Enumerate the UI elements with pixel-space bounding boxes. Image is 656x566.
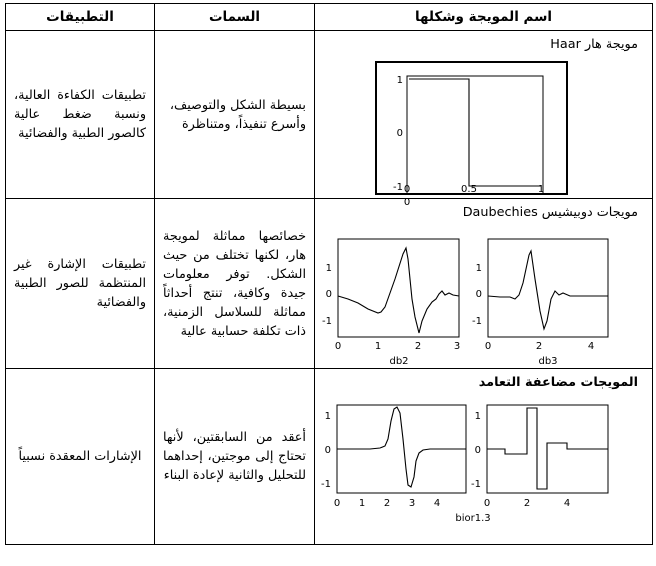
features-text: بسيطة الشكل والتوصيف، وأسرع تنفيذاً، ومتناظرة bbox=[169, 97, 306, 132]
x-tick-label: 3 bbox=[408, 498, 416, 509]
x-tick-label: 0 bbox=[484, 341, 492, 352]
features-cell bbox=[155, 199, 315, 369]
header-row bbox=[6, 4, 653, 31]
db3-label: db3 bbox=[538, 356, 558, 367]
wavelet-title-text: المويجات مضاعفة التعامد bbox=[478, 375, 638, 390]
db2-plot bbox=[322, 239, 460, 367]
plot-axes bbox=[338, 239, 459, 337]
y-tick-label: 0 bbox=[474, 445, 481, 456]
features-cell bbox=[155, 369, 315, 545]
x-tick-label: 3 bbox=[453, 341, 461, 352]
wavelet-name-cell bbox=[315, 369, 653, 545]
x-tick-label: 1 bbox=[537, 184, 545, 195]
table-row bbox=[6, 31, 653, 199]
y-tick-label: 0 bbox=[325, 289, 332, 300]
wavelet-title: مويجة هار Haar bbox=[550, 37, 638, 52]
applications-cell bbox=[6, 31, 155, 199]
y-tick-label: -1 bbox=[471, 479, 481, 490]
x-tick-label: 2 bbox=[535, 341, 543, 352]
x-tick-label: 4 bbox=[587, 341, 595, 352]
y-tick-label: 0 bbox=[324, 445, 331, 456]
x-tick-label: 2 bbox=[523, 498, 531, 509]
x-tick-label: 0 bbox=[334, 341, 342, 352]
bior-analysis-line bbox=[337, 407, 466, 487]
y-tick-label: 1 bbox=[396, 75, 403, 86]
wavelet-name-cell bbox=[315, 199, 653, 369]
y-tick-label: -1 bbox=[321, 479, 331, 490]
haar-figure-frame bbox=[376, 62, 567, 194]
header-applications: التطبيقات bbox=[6, 4, 155, 31]
features-cell bbox=[155, 31, 315, 199]
y-tick-label: -1 bbox=[472, 316, 482, 327]
x-tick-label: 2 bbox=[383, 498, 391, 509]
x-tick-label: 1 bbox=[358, 498, 366, 509]
x-tick-label: 4 bbox=[433, 498, 441, 509]
x-tick-label: 1 bbox=[374, 341, 382, 352]
wavelet-comparison-table bbox=[5, 3, 653, 545]
applications-text: تطبيقات الإشارة غير المنتظمة للصور الطبية والفضائية bbox=[14, 257, 146, 310]
y-tick-label: 1 bbox=[475, 263, 482, 274]
wavelet-title: مويجات دوبيشيس Daubechies bbox=[462, 205, 638, 220]
header-features: السمات bbox=[155, 4, 315, 31]
table-row bbox=[6, 199, 653, 369]
wavelet-name-cell bbox=[315, 31, 653, 208]
bior-analysis-plot bbox=[321, 405, 466, 509]
biorthogonal-figure bbox=[315, 369, 645, 544]
x-tick-label: 2 bbox=[414, 341, 422, 352]
y-tick-label: -1 bbox=[393, 182, 403, 193]
x-tick-label: 0 bbox=[403, 184, 411, 195]
haar-figure bbox=[315, 31, 645, 208]
db3-wavelet-line bbox=[488, 251, 608, 329]
x-tick-label: 0 bbox=[483, 498, 491, 509]
x-tick-label: 0 bbox=[333, 498, 341, 509]
table-row bbox=[6, 369, 653, 545]
daubechies-figure bbox=[315, 199, 645, 369]
y-tick-label: 0 bbox=[475, 289, 482, 300]
bior-reconstruction-line bbox=[487, 408, 608, 489]
y-tick-label: -1 bbox=[322, 316, 332, 327]
applications-cell bbox=[6, 369, 155, 545]
applications-text: تطبيقات الكفاءة العالية، ونسبة ضغط عالية كالصور الطبية والفضائية bbox=[14, 88, 146, 141]
x-tick-label: 4 bbox=[563, 498, 571, 509]
db3-plot bbox=[472, 239, 608, 367]
x-tick-label: 0.5 bbox=[461, 184, 477, 195]
applications-cell bbox=[6, 199, 155, 369]
haar-wavelet-line bbox=[409, 79, 541, 186]
y-tick-label: 1 bbox=[474, 411, 481, 422]
plot-axes bbox=[488, 239, 608, 337]
plot-axes bbox=[407, 76, 543, 194]
x-tick-label: 0 bbox=[403, 197, 411, 208]
features-text: خصائصها مماثلة لمويجة هار، لكنها تختلف من حيث الشكل. توفر معلومات جيدة وكافية، تنتج أحداثاً مماثلة للسلاسل الزمنية، ذات تكلفة حسابية عالية bbox=[163, 228, 306, 339]
applications-text: الإشارات المعقدة نسبياً bbox=[18, 449, 142, 464]
db2-wavelet-line bbox=[338, 248, 459, 333]
db2-label: db2 bbox=[389, 356, 409, 367]
header-wavelet-name: اسم المويجة وشكلها bbox=[315, 4, 653, 31]
y-tick-label: 1 bbox=[325, 263, 332, 274]
y-tick-label: 1 bbox=[324, 411, 331, 422]
bior-reconstruction-plot bbox=[471, 405, 608, 509]
bior-caption: bior1.3 bbox=[455, 513, 491, 524]
y-tick-label: 0 bbox=[396, 128, 403, 139]
features-text: أعقد من السابقتين، لأنها تحتاج إلى موجتين، إحداهما للتحليل والثانية لإعادة البناء bbox=[163, 430, 306, 483]
